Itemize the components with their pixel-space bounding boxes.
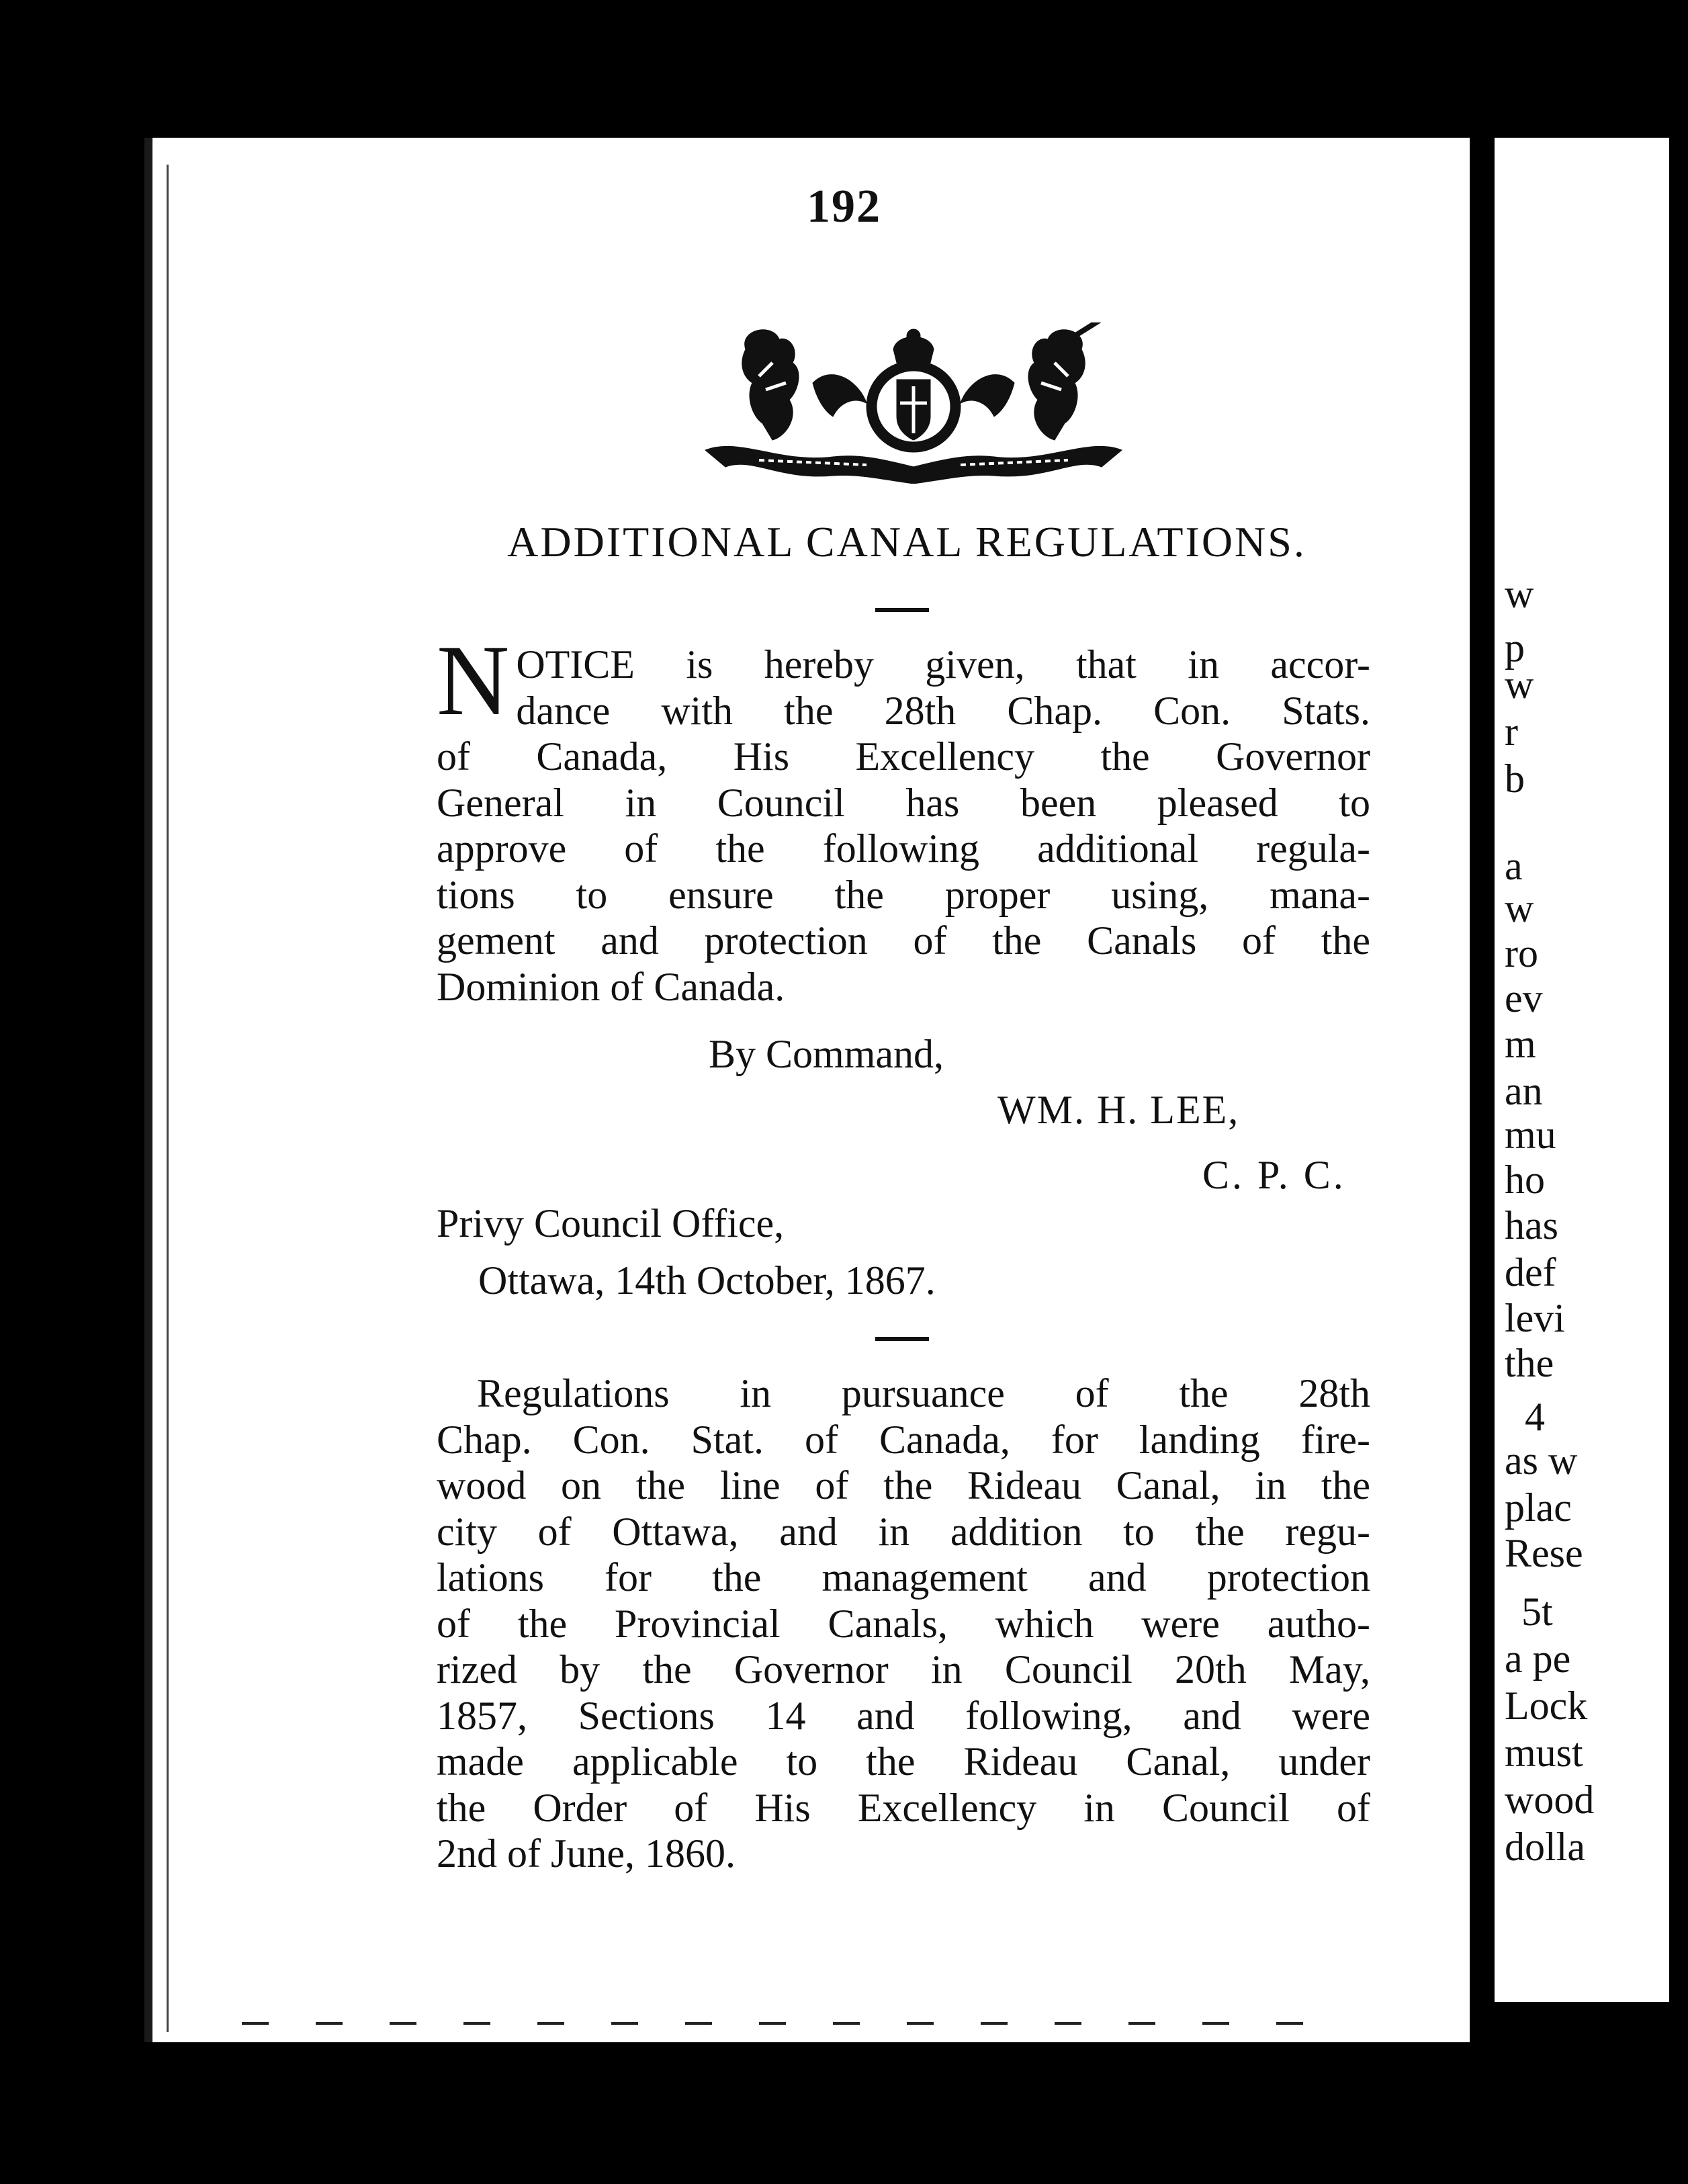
next-page-fragment: w — [1505, 572, 1534, 616]
next-page-fragment: dolla — [1505, 1825, 1585, 1869]
next-page-fragment: an — [1505, 1069, 1543, 1113]
next-page-fragment: b — [1505, 756, 1525, 801]
next-page-fragment: must — [1505, 1731, 1583, 1775]
drop-cap: N — [437, 625, 510, 736]
next-page-fragment: as w — [1505, 1438, 1578, 1483]
regulations-line: Regulations in pursuance of the 28th — [477, 1371, 1370, 1415]
notice-line: Dominion of Canada. — [437, 964, 785, 1009]
notice-line: tions to ensure the proper using, mana- — [437, 872, 1370, 917]
royal-coat-of-arms-icon — [699, 322, 1128, 484]
next-page-fragment: ev — [1505, 976, 1543, 1020]
next-page-fragment: the — [1505, 1341, 1554, 1385]
regulations-line: rized by the Governor in Council 20th May, — [437, 1647, 1370, 1692]
by-command: By Command, — [709, 1032, 944, 1076]
next-page-fragment: has — [1505, 1203, 1558, 1248]
next-page-fragment: w — [1505, 662, 1534, 707]
next-page-fragment: r — [1505, 709, 1518, 754]
next-page-fragment: a pe — [1505, 1636, 1571, 1681]
regulations-paragraph — [437, 1370, 1370, 1877]
document-title: ADDITIONAL CANAL REGULATIONS. — [507, 518, 1306, 566]
next-page-fragment: levi — [1505, 1296, 1565, 1340]
notice-line: dance with the 28th Chap. Con. Stats. — [516, 688, 1370, 733]
notice-line: OTICE is hereby given, that in accor- — [516, 642, 1370, 687]
notice-line: General in Council has been pleased to — [437, 780, 1370, 825]
office-name: Privy Council Office, — [437, 1201, 785, 1246]
notice-line: approve of the following additional regula- — [437, 826, 1370, 871]
notice-paragraph — [437, 625, 1370, 1010]
regulations-line: wood on the line of the Rideau Canal, in the — [437, 1463, 1370, 1508]
next-page-fragment: Lock — [1505, 1684, 1588, 1728]
next-page-fragment: mu — [1505, 1112, 1556, 1157]
signer-title: C. P. C. — [1202, 1153, 1346, 1197]
regulations-line: Chap. Con. Stat. of Canada, for landing fire- — [437, 1417, 1370, 1462]
regulations-line: the Order of His Excellency in Council of — [437, 1785, 1370, 1830]
next-page-fragment: p — [1505, 625, 1525, 670]
next-page-fragment: plac — [1505, 1485, 1572, 1530]
page-edge — [154, 165, 169, 2032]
regulations-line: lations for the management and protection — [437, 1555, 1370, 1600]
notice-line: gement and protection of the Canals of the — [437, 918, 1370, 963]
page-number: 192 — [807, 181, 881, 232]
next-page-fragment: ho — [1505, 1157, 1545, 1202]
next-page-fragment: 5t — [1521, 1589, 1553, 1634]
next-page-fragment: wood — [1505, 1778, 1595, 1822]
next-page-fragment: def — [1505, 1250, 1556, 1295]
signer-name: WM. H. LEE, — [997, 1088, 1240, 1132]
dateline: Ottawa, 14th October, 1867. — [478, 1258, 936, 1303]
section-divider — [875, 1337, 929, 1341]
next-page-fragment: m — [1505, 1022, 1536, 1066]
regulations-line: city of Ottawa, and in addition to the regu- — [437, 1509, 1370, 1554]
regulations-line: 1857, Sections 14 and following, and were — [437, 1693, 1370, 1738]
next-page-fragment: ro — [1505, 931, 1538, 975]
regulations-line: 2nd of June, 1860. — [437, 1831, 736, 1876]
regulations-line: of the Provincial Canals, which were autho- — [437, 1601, 1370, 1646]
next-page-fragment: w — [1505, 886, 1534, 930]
next-page-fragment: 4 — [1525, 1395, 1545, 1439]
notice-line: of Canada, His Excellency the Governor — [437, 734, 1370, 779]
next-page-fragment: Rese — [1505, 1531, 1583, 1575]
regulations-line: made applicable to the Rideau Canal, under — [437, 1739, 1370, 1784]
title-divider — [875, 608, 929, 612]
page-bottom-edge — [242, 2022, 1350, 2025]
next-page-fragment: a — [1505, 844, 1523, 888]
